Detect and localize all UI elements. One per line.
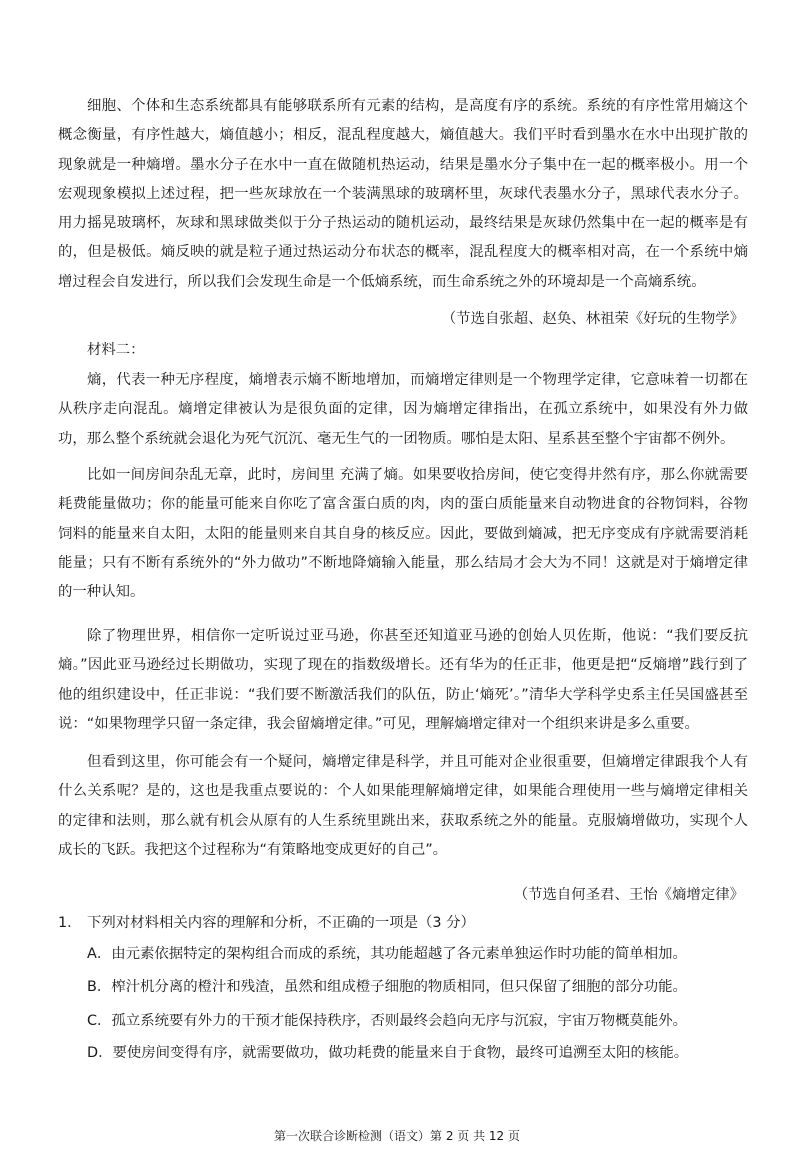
material-one-paragraph: 细胞、个体和生态系统都具有能够联系所有元素的结构，是高度有序的系统。系统的有序性常用熵这个概念衡量，有序性越大，熵值越小；相反，混乱程度越大，熵值越大。我们平时看到墨水在水中出现扩散的现象就是一种熵增。墨水分子在水中一直在做随机热运动，结果是墨水分子集中在一起的概率极小。用一个宏观现象模拟上述过程，把一些灰球放在一个装满黑球的玻璃杯里，灰球代表墨水分子，黑球代表水分子。用力摇晃玻璃杯，灰球和黑球做类似于分子热运动的随机运动，最终结果是灰球仍然集中在一起的概率是有的，但是极低。熵反映的就是粒子通过热运动分布状态的概率，混乱程度大的概率相对高，在一个系统中熵增过程会自发进行，所以我们会发现生命是一个低熵系统，而生命系统之外的环境却是一个高熵系统。 bbox=[58, 98, 748, 290]
material-two-paragraph-2: 比如一间房间杂乱无章，此时，房间里 充满了熵。如果要收拾房间，使它变得井然有序，那么你就需要耗费能量做功；你的能量可能来自你吃了富含蛋白质的肉，肉的蛋白质能量来自动物进食的谷物饲料，谷物饲料的能量来自太阳，太阳的能量则来自其自身的核反应。因此，要做到熵减，把无序变成有序就需要消耗能量；只有不断有系统外的“外力做功”不断地降熵输入能量，那么结局才会大为不同！这就是对于熵增定律的一种认知。 bbox=[58, 467, 748, 601]
question-number: 1． bbox=[58, 915, 82, 931]
material-two-paragraph-3: 除了物理世界，相信你一定听说过亚马逊，你甚至还知道亚马逊的创始人贝佐斯，他说：“我们要反抗熵。”因此亚马逊经过长期做功，实现了现在的指数级增长。还有华为的任正非，他更是把“反熵增”践行到了他的组织建设中，任正非说：“我们要不断激活我们的队伍，防止‘熵死’。”清华大学科学史系主任吴国盛甚至说：“如果物理学只留一条定律，我会留熵增定律。”可见，理解熵增定律对一个组织来讲是多么重要。 bbox=[58, 628, 748, 732]
option-b: B．榨汁机分离的橙汁和残渣，虽然和组成橙子细胞的物质相同，但只保留了细胞的部分功能。 bbox=[87, 979, 687, 995]
material-two-paragraph-1: 熵，代表一种无序程度，熵增表示熵不断地增加，而熵增定律则是一个物理学定律，它意味着一切都在从秩序走向混乱。熵增定律被认为是很负面的定律，因为熵增定律指出，在孤立系统中，如果没有外力做功，那么整个系统就会退化为死气沉沉、毫无生气的一团物质。哪怕是太阳、星系甚至整个宇宙都不例外。 bbox=[58, 372, 748, 447]
material-two-label: 材料二： bbox=[87, 342, 145, 358]
option-c: C．孤立系统要有外力的干预才能保持秩序，否则最终会趋向无序与沉寂，宇宙万物概莫能外。 bbox=[87, 1013, 688, 1029]
material-two-source: （节选自何圣君、王怡《熵增定律》 bbox=[513, 887, 744, 903]
page-footer: 第一次联合诊断检测（语文）第 2 页 共 12 页 bbox=[274, 1129, 520, 1143]
option-a: A．由元素依据特定的架构组合而成的系统，其功能超越了各元素单独运作时功能的简单相加。 bbox=[87, 946, 687, 962]
material-one-source: （节选自张超、赵奂、林祖荣《好玩的生物学》 bbox=[441, 311, 744, 327]
material-two-paragraph-4: 但看到这里，你可能会有一个疑问，熵增定律是科学，并且可能对企业很重要，但熵增定律跟我个人有什么关系呢？是的，这也是我重点要说的：个人如果能理解熵增定律，如果能合理使用一些与熵增定律相关的定律和法则，那么就有机会从原有的人生系统里跳出来，获取系统之外的能量。克服熵增做功，实现个人成长的飞跃。我把这个过程称为“有策略地变成更好的自己”。 bbox=[58, 754, 748, 858]
question-stem: 下列对材料相关内容的理解和分析，不正确的一项是（3 分） bbox=[87, 915, 475, 931]
option-d: D．要使房间变得有序，就需要做功，做功耗费的能量来自于食物，最终可追溯至太阳的核能。 bbox=[87, 1045, 689, 1061]
